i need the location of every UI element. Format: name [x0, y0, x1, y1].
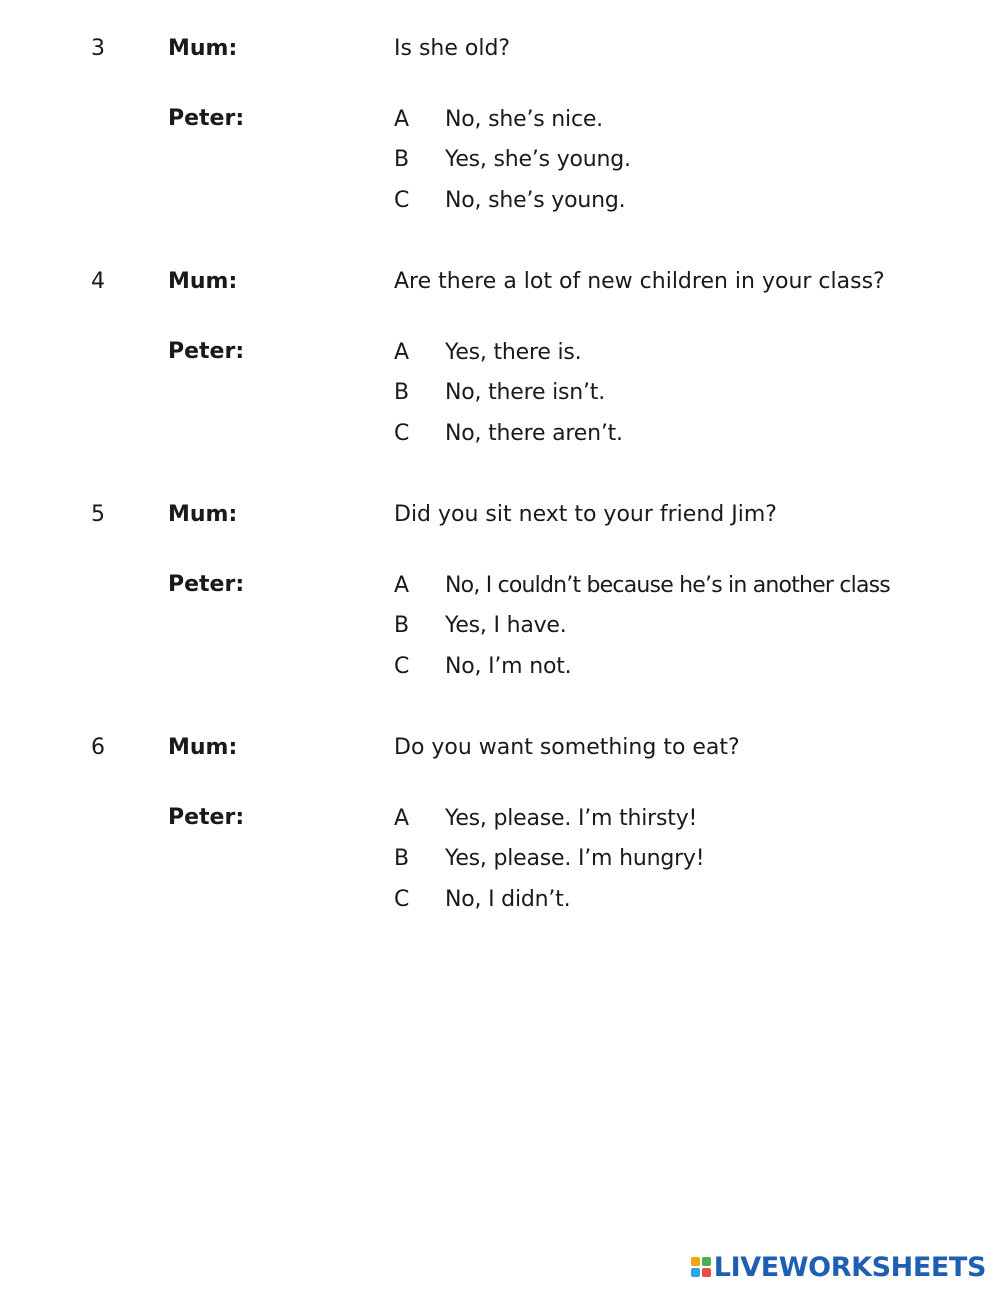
answer-option-c[interactable]: [394, 180, 942, 221]
logo-square-1: [691, 1257, 700, 1266]
option-letter: C: [394, 653, 410, 679]
liveworksheets-logo[interactable]: [691, 1252, 986, 1282]
question-prompt: Is she old?: [394, 36, 511, 61]
option-letter: A: [394, 339, 410, 365]
option-text: No, she’s nice.: [445, 106, 603, 132]
option-letter: A: [394, 106, 410, 132]
question-prompt: Are there a lot of new children in your class?: [394, 269, 885, 294]
logo-square-4: [702, 1268, 711, 1277]
option-text: Yes, please. I’m hungry!: [445, 846, 705, 872]
question-prompt: Do you want something to eat?: [394, 735, 740, 760]
option-text: No, I didn’t.: [445, 886, 571, 912]
question-3: [0, 29, 1000, 229]
answer-options: [394, 565, 942, 687]
option-text: Yes, please. I’m thirsty!: [445, 805, 698, 831]
option-letter: B: [394, 147, 410, 173]
option-text: No, I couldn’t because he’s in another class: [445, 572, 890, 598]
answer-option-a[interactable]: [394, 565, 942, 606]
speaker-peter-label: Peter:: [168, 106, 245, 131]
option-text: Yes, I have.: [445, 613, 567, 639]
answer-option-a[interactable]: [394, 99, 942, 140]
option-letter: B: [394, 613, 410, 639]
question-number: 4: [91, 269, 105, 294]
option-text: Yes, there is.: [445, 339, 582, 365]
option-letter: B: [394, 846, 410, 872]
option-text: No, she’s young.: [445, 187, 626, 213]
liveworksheets-logo-icon: [691, 1257, 711, 1277]
speaker-peter-label: Peter:: [168, 805, 245, 830]
speaker-peter-label: Peter:: [168, 339, 245, 364]
option-letter: B: [394, 380, 410, 406]
option-letter: A: [394, 572, 410, 598]
question-prompt: Did you sit next to your friend Jim?: [394, 502, 777, 527]
question-4: [0, 262, 1000, 462]
option-letter: A: [394, 805, 410, 831]
answer-option-a[interactable]: [394, 798, 942, 839]
speaker-mum-label: Mum:: [168, 269, 238, 294]
option-text: Yes, she’s young.: [445, 147, 631, 173]
answer-option-b[interactable]: [394, 373, 942, 414]
answer-option-b[interactable]: [394, 140, 942, 181]
option-letter: C: [394, 187, 410, 213]
option-text: No, there isn’t.: [445, 380, 606, 406]
speaker-peter-label: Peter:: [168, 572, 245, 597]
answer-option-c[interactable]: [394, 413, 942, 454]
logo-square-2: [702, 1257, 711, 1266]
option-letter: C: [394, 886, 410, 912]
speaker-mum-label: Mum:: [168, 36, 238, 61]
answer-options: [394, 332, 942, 454]
answer-options: [394, 99, 942, 221]
speaker-mum-label: Mum:: [168, 502, 238, 527]
answer-option-c[interactable]: [394, 646, 942, 687]
speaker-mum-label: Mum:: [168, 735, 238, 760]
option-letter: C: [394, 420, 410, 446]
answer-option-a[interactable]: [394, 332, 942, 373]
answer-options: [394, 798, 942, 920]
logo-square-3: [691, 1268, 700, 1277]
answer-option-b[interactable]: [394, 606, 942, 647]
question-number: 5: [91, 502, 105, 527]
question-number: 6: [91, 735, 105, 760]
answer-option-b[interactable]: [394, 839, 942, 880]
question-number: 3: [91, 36, 105, 61]
answer-option-c[interactable]: [394, 879, 942, 920]
question-6: [0, 728, 1000, 928]
logo-text: LIVEWORKSHEETS: [713, 1251, 986, 1283]
question-5: [0, 495, 1000, 695]
option-text: No, there aren’t.: [445, 420, 623, 446]
option-text: No, I’m not.: [445, 653, 572, 679]
